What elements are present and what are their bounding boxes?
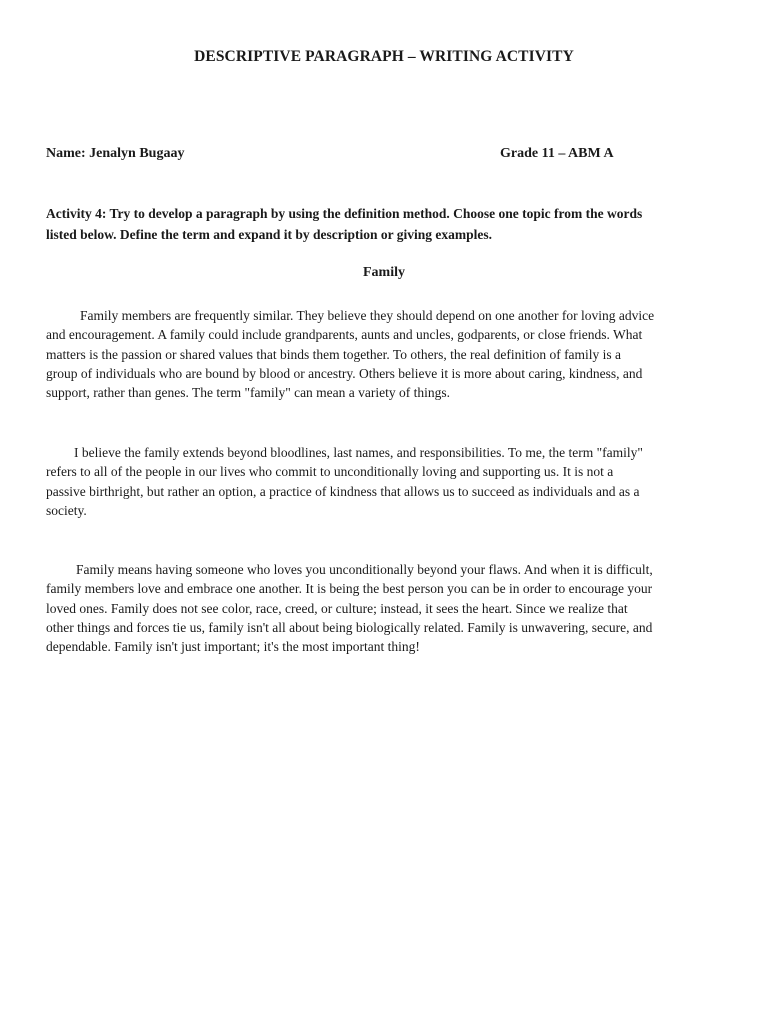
- student-name: Name: Jenalyn Bugaay: [46, 146, 185, 161]
- paragraph-line: I believe the family extends beyond bloodlines, last names, and responsibilities. To me, the term "family": [74, 445, 643, 460]
- activity-line: listed below. Define the term and expand it by description or giving examples.: [46, 226, 493, 242]
- paragraph-2: [46, 443, 724, 520]
- paragraph-line: society.: [46, 502, 87, 518]
- activity-line: Activity 4: Try to develop a paragraph by using the definition method. Choose one topic from the words: [46, 206, 643, 221]
- paragraph-line: group of individuals who are bound by blood or ancestry. Others believe it is more about caring, kindness, and: [46, 365, 643, 381]
- paragraph-line: dependable. Family isn't just important; it's the most important thing!: [46, 639, 420, 655]
- paragraph-line: support, rather than genes. The term "family" can mean a variety of things.: [46, 385, 451, 401]
- paragraph-line: other things and forces tie us, family isn't all about being biologically related. Family is unwavering, secure, and: [46, 619, 653, 635]
- paragraph-1: [46, 306, 724, 402]
- paragraph-line: and encouragement. A family could include grandparents, aunts and uncles, godparents, or close friends. What: [46, 327, 643, 343]
- paragraph-line: loved ones. Family does not see color, race, creed, or culture; instead, it sees the heart. Since we realize that: [46, 600, 628, 616]
- paragraph-line: Family means having someone who loves you unconditionally beyond your flaws. And when it is difficult,: [76, 562, 653, 577]
- paragraph-line: matters is the passion or shared values that binds them together. To others, the real definition of family is a: [46, 346, 622, 362]
- activity-instructions: [46, 204, 724, 245]
- document-title: DESCRIPTIVE PARAGRAPH – WRITING ACTIVITY: [194, 48, 574, 65]
- paragraph-line: passive birthright, but rather an option, a practice of kindness that allows us to succeed as individuals and as a: [46, 483, 640, 499]
- paragraph-line: refers to all of the people in our lives who commit to unconditionally loving and supporting us. It is not a: [46, 464, 614, 480]
- topic-heading: Family: [363, 265, 405, 280]
- paragraph-line: family members love and embrace one another. It is being the best person you can be in order to encourage your: [46, 581, 653, 597]
- student-grade: Grade 11 – ABM A: [500, 146, 614, 161]
- paragraph-line: Family members are frequently similar. They believe they should depend on one another for loving advice: [80, 308, 655, 323]
- paragraph-3: [46, 560, 724, 656]
